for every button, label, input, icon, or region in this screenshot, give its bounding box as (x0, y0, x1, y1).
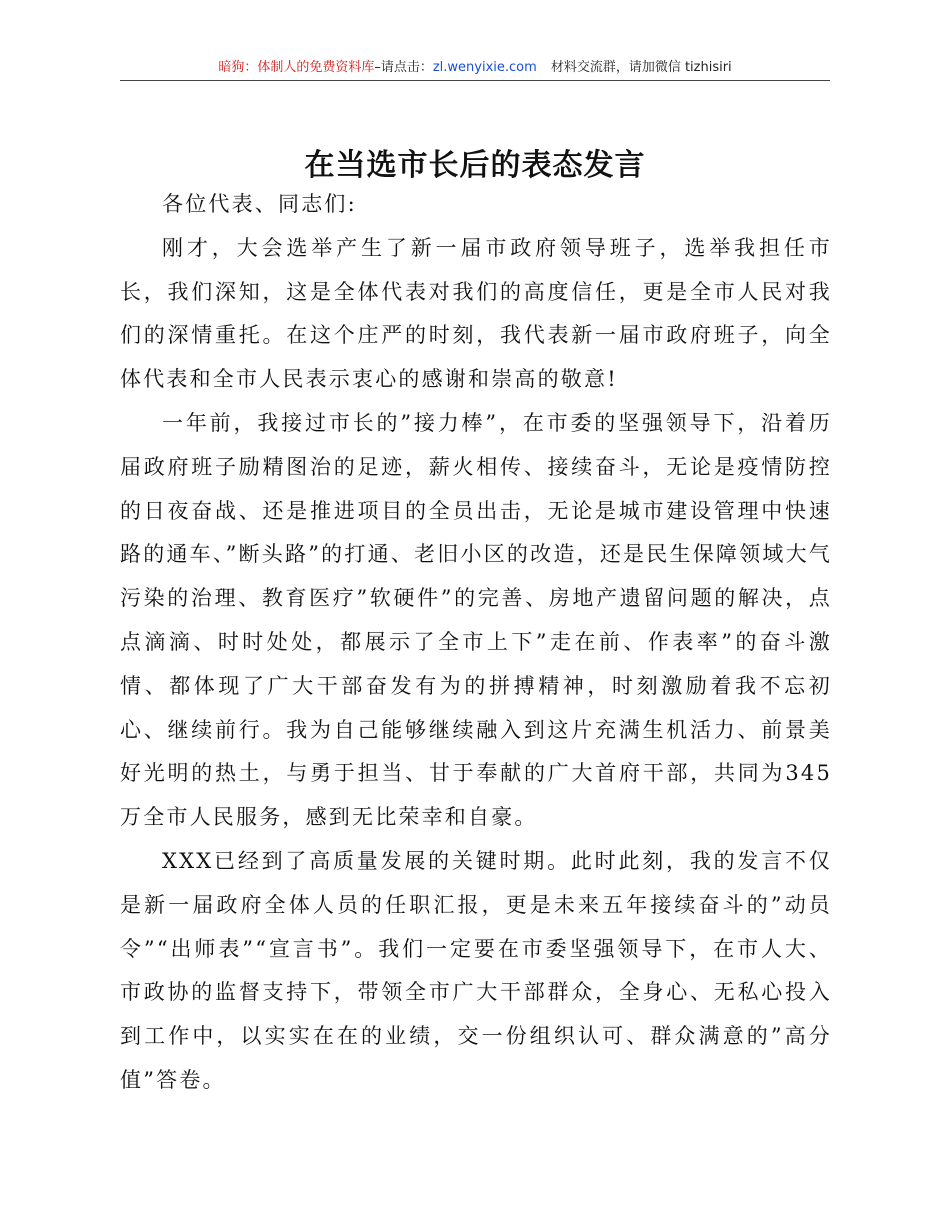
document-title: 在当选市长后的表态发言 (304, 148, 646, 183)
contact-text: 材料交流群，请加微信 tizhisiri (550, 60, 732, 75)
paragraph-2: 一年前，我接过市长的”接力棒”，在市委的坚强领导下，沿着历届政府班子励精图治的足迹，薪火相传、接续奋斗，无论是疫情防控的日夜奋战、还是推进项目的全员出击，无论是城市建设管理中快速路的通车、”断头路”的打通、老旧小区的改造，还是民生保障领域大气污染的治理、教育医疗”软硬件”的完善、房地产遗留问题的解决，点点滴滴、时时处处，都展示了全市上下”走在前、作表率”的奋斗激情、都体现了广大干部奋发有为的拼搏精神，时刻激励着我不忘初心、继续前行。我为自己能够继续融入到这片充满生机活力、前景美好光明的热土，与勇于担当、甘于奉献的广大首府干部，共同为345万全市人民服务，感到无比荣幸和自豪。 (120, 410, 832, 830)
document-body (120, 183, 832, 1103)
salutation: 各位代表、同志们: (162, 192, 357, 216)
site-label: 暗狗：体制人的免费资料库 (218, 60, 375, 75)
paragraph-1: 刚才，大会选举产生了新一届市政府领导班子，选举我担任市长，我们深知，这是全体代表对我们的高度信任，更是全市人民对我们的深情重托。在这个庄严的时刻，我代表新一届市政府班子，向全体代表和全市人民表示衷心的感谢和崇高的敬意! (120, 235, 832, 392)
click-prompt: –请点击： (374, 60, 433, 75)
site-url-link[interactable]: zl.wenyixie.com (432, 60, 537, 75)
page-header (120, 58, 830, 81)
paragraph-3: XXX已经到了高质量发展的关键时期。此时此刻，我的发言不仅是新一届政府全体人员的任职汇报，更是未来五年接续奋斗的”动员令”“出师表”“宣言书”。我们一定要在市委坚强领导下，在市人大、市政协的监督支持下，带领全市广大干部群众，全身心、无私心投入到工作中，以实实在在的业绩，交一份组织认可、群众满意的”高分值”答卷。 (120, 848, 832, 1092)
